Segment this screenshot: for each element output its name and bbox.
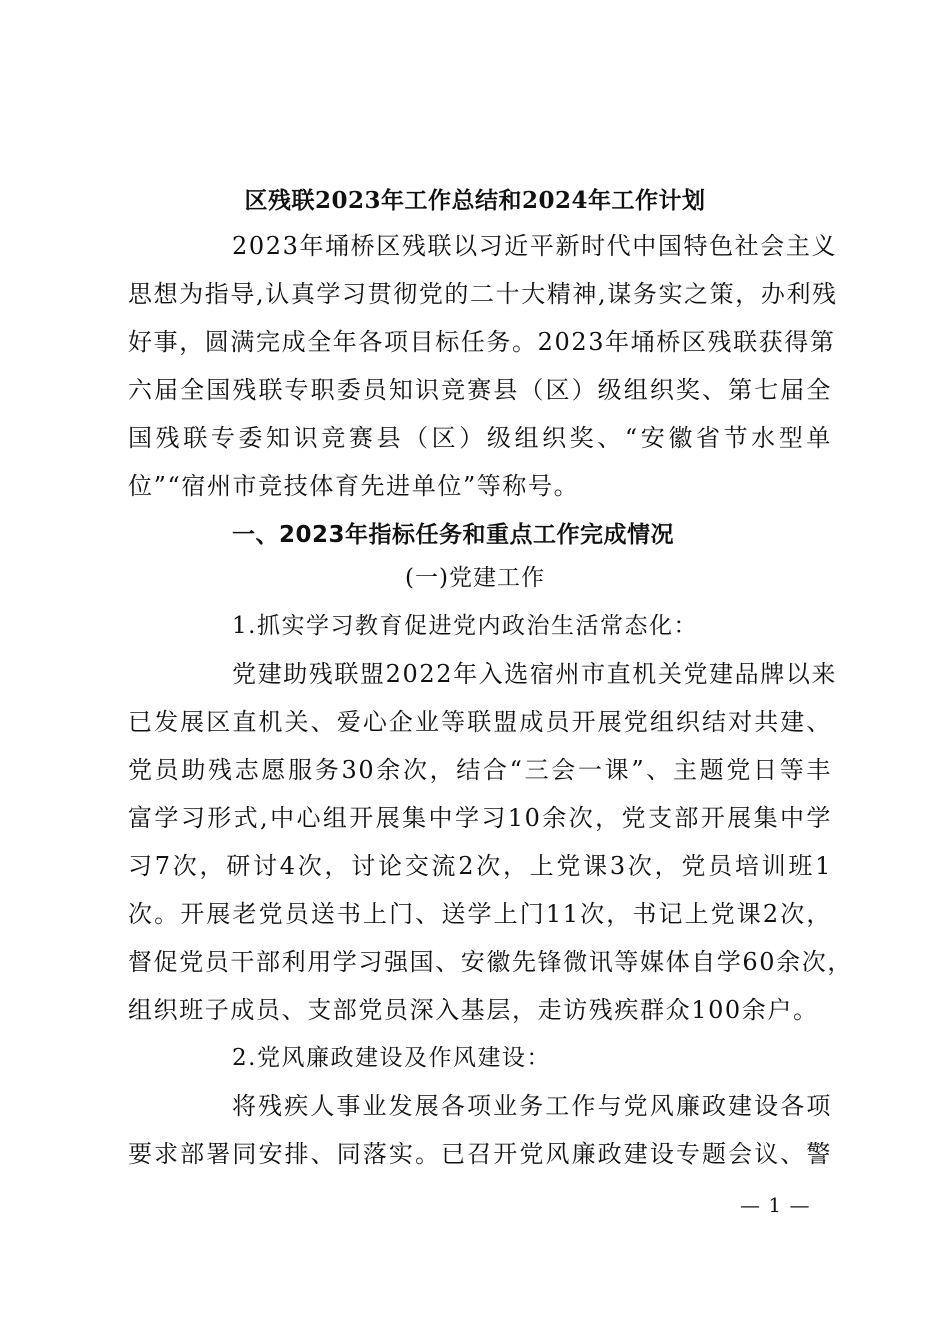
- body-line: 次。开展老党员送书上门、送学上门11次，书记上党课2次，: [128, 900, 832, 928]
- intro-line: 思想为指导,认真学习贯彻党的二十大精神,谋务实之策，办利残: [128, 280, 838, 308]
- body-line: 党建助残联盟2022年入选宿州市直机关党建品牌以来: [232, 660, 838, 688]
- subsection-heading: (一)党建工作: [405, 565, 545, 591]
- section-heading: 一、2023年指标任务和重点工作完成情况: [232, 522, 675, 548]
- intro-line: 六届全国残联专职委员知识竞赛县（区）级组织奖、第七届全: [128, 376, 832, 404]
- body-line: 要求部署同安排、同落实。已召开党风廉政建设专题会议、警: [128, 1140, 832, 1168]
- intro-line: 好事，圆满完成全年各项目标任务。2023年埇桥区残联获得第: [128, 328, 836, 356]
- body-line: 将残疾人事业发展各项业务工作与党风廉政建设各项: [232, 1092, 832, 1120]
- body-line: 组织班子成员、支部党员深入基层，走访残疾群众100余户。: [128, 996, 819, 1024]
- document-title: 区残联2023年工作总结和2024年工作计划: [244, 187, 706, 214]
- intro-line: 2023年埇桥区残联以习近平新时代中国特色社会主义: [232, 232, 838, 260]
- intro-line: 国残联专委知识竞赛县（区）级组织奖、“安徽省节水型单: [128, 424, 832, 452]
- item-heading: 2.党风廉政建设及作风建设：: [232, 1045, 551, 1071]
- item-heading: 1.抓实学习教育促进党内政治生活常态化：: [232, 613, 698, 639]
- intro-line: 位”“宿州市竞技体育先进单位”等称号。: [128, 472, 580, 500]
- body-line: 党员助残志愿服务30余次，结合“三会一课”、主题党日等丰: [128, 756, 832, 784]
- body-line: 习7次，研讨4次，讨论交流2次，上党课3次，党员培训班1: [128, 852, 832, 880]
- body-line: 督促党员干部利用学习强国、安徽先锋微讯等媒体自学60余次，: [128, 948, 853, 976]
- body-line: 富学习形式,中心组开展集中学习10余次，党支部开展集中学: [128, 804, 832, 832]
- page-number: — 1 —: [740, 1193, 811, 1217]
- body-line: 已发展区直机关、爱心企业等联盟成员开展党组织结对共建、: [128, 708, 832, 736]
